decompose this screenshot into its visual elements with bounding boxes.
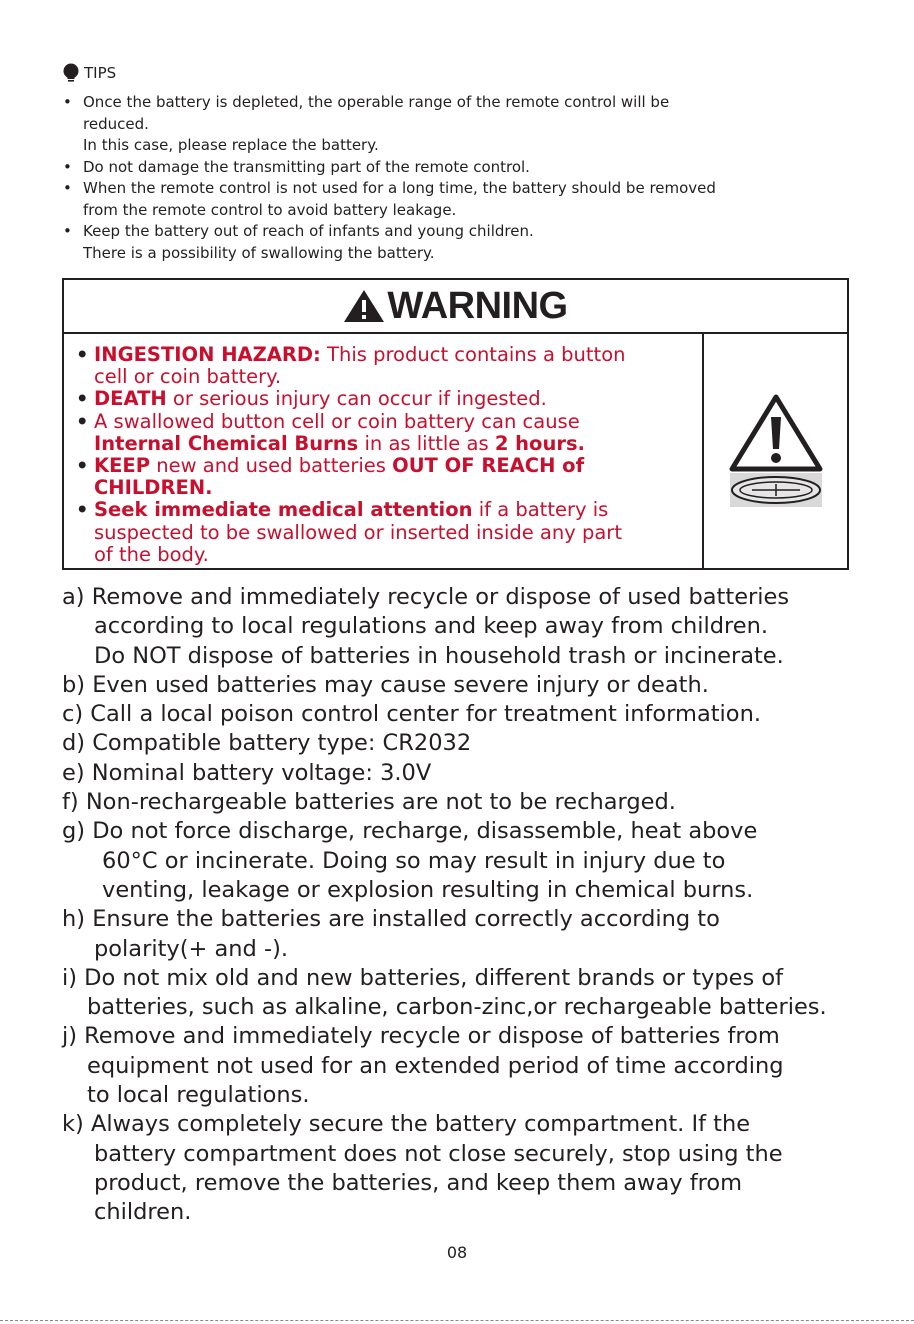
warning-text-run: cell or coin battery.	[94, 365, 282, 389]
rule-line: k) Always completely secure the battery compartment. If the	[62, 1111, 751, 1138]
tips-line: from the remote control to avoid battery leakage.	[83, 200, 457, 219]
tips-section	[62, 62, 862, 264]
rule-line: according to local regulations and keep away from children.	[94, 613, 769, 640]
rule-e	[62, 759, 892, 788]
warning-item	[74, 455, 702, 499]
rule-line: f) Non-rechargeable batteries are not to be recharged.	[62, 789, 676, 816]
rule-line: polarity(+ and -).	[94, 935, 289, 962]
warning-item	[74, 411, 702, 455]
rule-f	[62, 788, 892, 817]
warning-bold: Seek immediate medical attention	[94, 498, 473, 522]
rule-line: e) Nominal battery voltage: 3.0V	[62, 759, 432, 786]
rule-line: b) Even used batteries may cause severe injury or death.	[62, 671, 709, 698]
rule-line: battery compartment does not close securely, stop using the	[94, 1140, 783, 1167]
rule-line: Do NOT dispose of batteries in household trash or incinerate.	[94, 642, 784, 669]
tips-line: reduced.	[83, 114, 149, 133]
rule-line: d) Compatible battery type: CR2032	[62, 730, 472, 757]
tips-title: TIPS	[84, 64, 117, 82]
rule-line: i) Do not mix old and new batteries, different brands or types of	[62, 964, 784, 991]
rule-line: to local regulations.	[87, 1082, 310, 1109]
warning-item	[74, 499, 702, 566]
warning-triangle-icon	[343, 289, 385, 323]
warning-text-run: new and used batteries	[150, 454, 393, 478]
rule-a	[62, 583, 892, 671]
rule-c	[62, 700, 892, 729]
rule-b	[62, 671, 892, 700]
rule-i	[62, 964, 892, 1023]
warning-bold: DEATH	[94, 387, 167, 411]
tips-line: • When the remote control is not used for a long time, the battery should be removed	[83, 179, 716, 197]
warning-list	[74, 344, 702, 566]
rule-line: h) Ensure the batteries are installed correctly according to	[62, 906, 720, 933]
rule-g	[62, 817, 892, 905]
rule-k	[62, 1110, 892, 1227]
tips-item	[62, 221, 862, 264]
rule-line: product, remove the batteries, and keep them away from	[94, 1169, 743, 1196]
warning-item	[74, 388, 702, 410]
tips-list	[62, 92, 862, 264]
page-number: 08	[446, 1243, 468, 1262]
battery-rules	[62, 583, 892, 1228]
warning-bold: INGESTION HAZARD:	[94, 343, 321, 366]
warning-bold: Internal Chemical Burns	[94, 431, 359, 455]
warning-header	[64, 280, 847, 334]
warning-item	[74, 344, 702, 388]
warning-text-run: suspected to be swallowed or inserted inside any part	[94, 520, 622, 544]
warning-bold: OUT OF REACH of	[392, 454, 585, 478]
warning-text-run: This product contains a button	[320, 343, 626, 366]
warning-bold: 2 hours.	[494, 431, 585, 455]
warning-box	[62, 278, 849, 570]
tips-heading	[62, 62, 862, 84]
rule-line: g) Do not force discharge, recharge, disassemble, heat above	[62, 818, 758, 845]
rule-line: batteries, such as alkaline, carbon-zinc,or rechargeable batteries.	[87, 994, 827, 1021]
rule-j	[62, 1022, 892, 1110]
warning-text-run: of the body.	[94, 542, 209, 566]
lightbulb-icon	[62, 63, 80, 83]
coin-battery-warning-icon	[728, 393, 824, 509]
rule-line: j) Remove and immediately recycle or dispose of batteries from	[62, 1023, 780, 1050]
tips-item	[62, 178, 862, 221]
tips-line: • Keep the battery out of reach of infants and young children.	[83, 222, 534, 240]
rule-line: 60°C or incinerate. Doing so may result in injury due to	[102, 847, 726, 874]
rule-line: venting, leakage or explosion resulting in chemical burns.	[102, 876, 754, 903]
rule-h	[62, 905, 892, 964]
warning-body	[64, 334, 847, 568]
warning-icon-cell	[704, 334, 847, 568]
rule-line: c) Call a local poison control center for treatment information.	[62, 701, 761, 728]
warning-bold: CHILDREN.	[94, 476, 213, 500]
rule-line: a) Remove and immediately recycle or dispose of used batteries	[62, 584, 790, 610]
rule-line: equipment not used for an extended period of time according	[87, 1052, 784, 1079]
tips-line: • Do not damage the transmitting part of the remote control.	[83, 157, 530, 176]
page-bottom-divider	[0, 1320, 914, 1321]
warning-text-run: or serious injury can occur if ingested.	[166, 387, 547, 411]
tips-line: In this case, please replace the battery.	[83, 136, 379, 154]
rule-line: children.	[94, 1199, 192, 1226]
rule-d	[62, 729, 892, 758]
tips-item	[62, 92, 862, 157]
warning-text-run: if a battery is	[472, 498, 609, 522]
warning-text-run: in as little as	[358, 431, 495, 455]
tips-line: There is a possibility of swallowing the battery.	[83, 243, 435, 262]
tips-item	[62, 157, 862, 179]
warning-title: WARNING	[387, 284, 568, 327]
warning-text-run: A swallowed button cell or coin battery can cause	[94, 409, 580, 433]
warning-text	[64, 334, 704, 568]
warning-bold: KEEP	[94, 454, 151, 478]
tips-line: • Once the battery is depleted, the operable range of the remote control will be	[83, 93, 670, 111]
